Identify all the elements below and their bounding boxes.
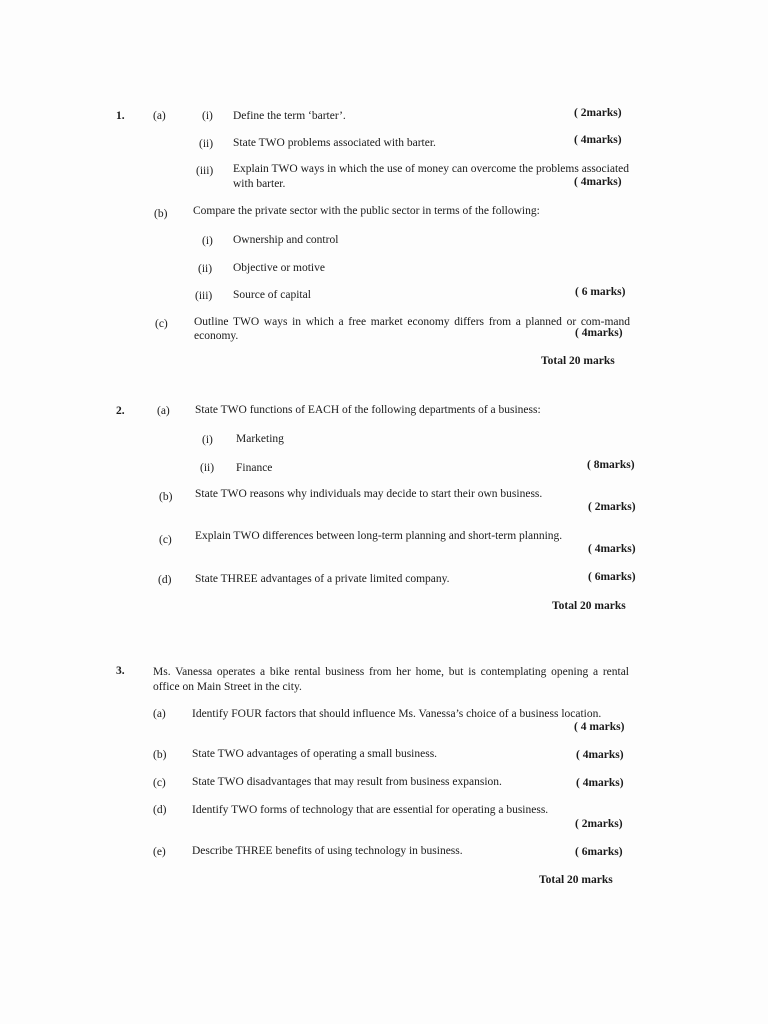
- question-text: Finance: [236, 462, 273, 474]
- marks-label: ( 2marks): [588, 501, 636, 513]
- question-text: State TWO functions of EACH of the following departments of a business:: [195, 404, 541, 416]
- marks-label: ( 2marks): [574, 107, 622, 119]
- marks-label: ( 4marks): [588, 543, 636, 555]
- subpart-label: (i): [202, 235, 213, 247]
- part-label: (d): [158, 574, 172, 586]
- subpart-label: (ii): [200, 462, 215, 474]
- question-text: State TWO disadvantages that may result from business expansion.: [192, 776, 502, 788]
- part-label: (a): [153, 110, 166, 122]
- subpart-label: (i): [202, 434, 213, 446]
- part-label: (b): [153, 749, 167, 761]
- marks-label: ( 4marks): [575, 327, 623, 339]
- subpart-label: (i): [202, 110, 213, 122]
- subpart-label: (iii): [195, 290, 213, 302]
- question-text: Explain TWO ways in which the use of money can overcome the problems associated with barter.: [233, 163, 629, 190]
- question-text: Marketing: [236, 433, 284, 445]
- part-label: (b): [154, 208, 168, 220]
- question-text: State TWO reasons why individuals may decide to start their own business.: [195, 488, 543, 500]
- question-number: 1.: [116, 110, 125, 122]
- marks-label: ( 2marks): [575, 818, 623, 830]
- question-text: Describe THREE benefits of using technology in business.: [192, 845, 463, 857]
- marks-label: ( 6marks): [588, 571, 636, 583]
- marks-label: ( 6 marks): [575, 286, 626, 298]
- question-number: 3.: [116, 665, 125, 677]
- question-text: Source of capital: [233, 289, 311, 301]
- total-marks: Total 20 marks: [541, 355, 615, 367]
- subpart-label: (iii): [196, 165, 214, 177]
- question-text: Identify TWO forms of technology that are essential for operating a business.: [192, 804, 549, 816]
- question-text: Explain TWO differences between long-term planning and short-term planning.: [195, 530, 563, 542]
- part-label: (a): [157, 405, 170, 417]
- marks-label: ( 4 marks): [574, 721, 625, 733]
- marks-label: ( 4marks): [574, 134, 622, 146]
- marks-label: ( 4marks): [576, 749, 624, 761]
- part-label: (c): [155, 318, 168, 330]
- question-text: Ownership and control: [233, 234, 339, 246]
- question-text: Compare the private sector with the public sector in terms of the following:: [193, 205, 540, 217]
- question-text: Objective or motive: [233, 262, 325, 274]
- question-stem: Ms. Vanessa operates a bike rental business from her home, but is contemplating opening a rental office on Main Street in the city.: [153, 666, 629, 693]
- marks-label: ( 4marks): [574, 176, 622, 188]
- question-text: State THREE advantages of a private limited company.: [195, 573, 450, 585]
- part-label: (b): [159, 491, 173, 503]
- part-label: (e): [153, 846, 166, 858]
- part-label: (d): [153, 804, 167, 816]
- part-label: (c): [159, 534, 172, 546]
- question-number: 2.: [116, 405, 125, 417]
- subpart-label: (ii): [199, 138, 214, 150]
- marks-label: ( 8marks): [587, 459, 635, 471]
- part-label: (a): [153, 708, 166, 720]
- part-label: (c): [153, 777, 166, 789]
- total-marks: Total 20 marks: [539, 874, 613, 886]
- question-text: Define the term ‘barter’.: [233, 110, 346, 122]
- question-text: State TWO advantages of operating a small business.: [192, 748, 438, 760]
- total-marks: Total 20 marks: [552, 600, 626, 612]
- question-text: Identify FOUR factors that should influence Ms. Vanessa’s choice of a business location.: [192, 708, 602, 720]
- question-text: Outline TWO ways in which a free market economy differs from a planned or com-mand economy.: [194, 316, 630, 342]
- marks-label: ( 4marks): [576, 777, 624, 789]
- subpart-label: (ii): [198, 263, 213, 275]
- question-text: State TWO problems associated with barter.: [233, 137, 436, 149]
- marks-label: ( 6marks): [575, 846, 623, 858]
